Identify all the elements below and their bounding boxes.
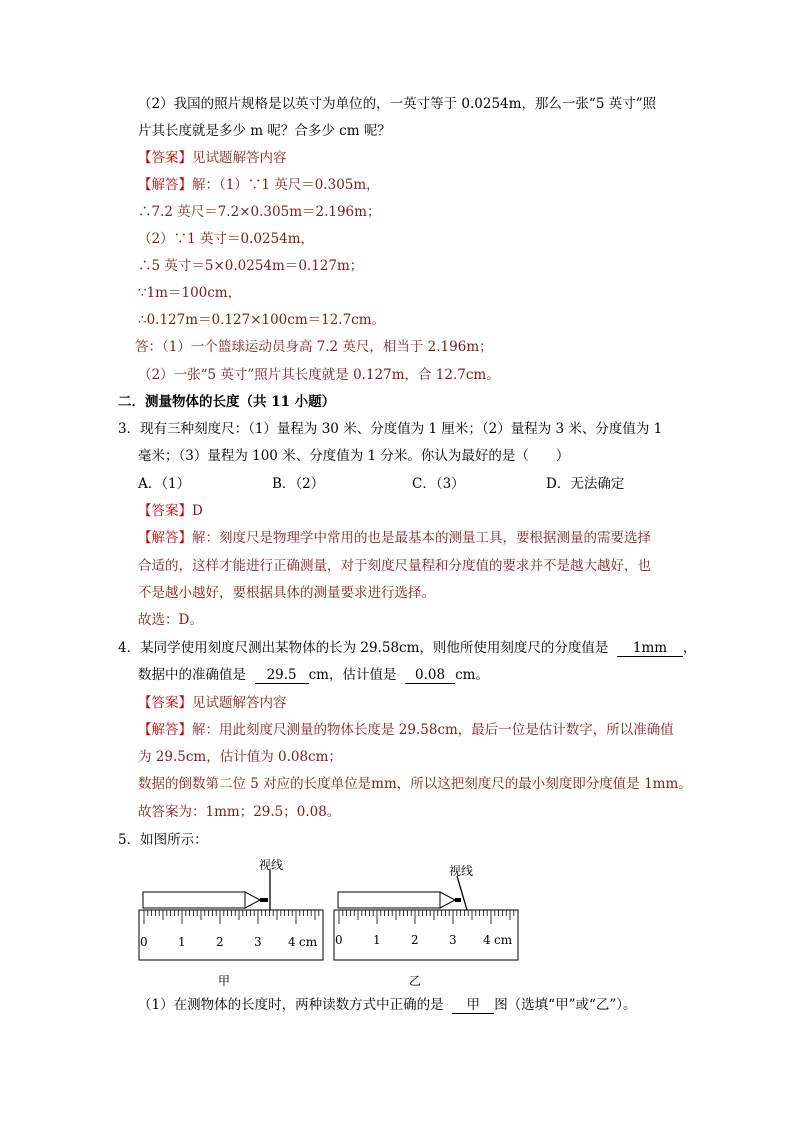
tick-label: 2 bbox=[216, 935, 224, 949]
q2-answer bbox=[138, 148, 287, 168]
ruler-figure-right bbox=[333, 856, 519, 991]
solution-tag: 【解答】 bbox=[138, 177, 192, 193]
q3-option-b: B．（2） bbox=[272, 476, 325, 492]
object-point bbox=[455, 898, 461, 902]
object-point bbox=[260, 898, 268, 902]
answer-text: D bbox=[192, 503, 203, 519]
q2-solution-line: 答：（1）一个篮球运动员身高 7.2 英尺，相当于 2.196m； bbox=[135, 339, 493, 355]
q3-line1: 3．现有三种刻度尺：（1）量程为 30 米、分度值为 1 厘米；（2）量程为 3 米、分度值为 1 bbox=[118, 421, 663, 437]
answer-tag: 【答案】 bbox=[138, 695, 192, 711]
answer-tag: 【答案】 bbox=[138, 503, 192, 519]
q3-solution-line bbox=[138, 528, 651, 548]
tick-label: 0 bbox=[140, 935, 148, 949]
q4-blank-1: 1mm bbox=[617, 640, 683, 657]
q3-conclusion: 故选：D。 bbox=[138, 612, 203, 628]
answer-text: 见试题解答内容 bbox=[192, 695, 287, 711]
q3-option-c: C．（3） bbox=[412, 476, 465, 492]
q4-solution-line bbox=[138, 720, 674, 740]
answer-tag: 【答案】 bbox=[138, 150, 192, 166]
object-tip bbox=[245, 892, 260, 908]
q4-solution-line: 数据的倒数第二位 5 对应的长度单位是mm，所以这把刻度尺的最小刻度即分度值是 1mm。 bbox=[138, 776, 692, 792]
section-title: 二．测量物体的长度（共 11 小题） bbox=[118, 394, 336, 410]
q2-part2-line2: 片其长度就是多少 m 呢？合多少 cm 呢？ bbox=[138, 123, 391, 139]
q3-line2: 毫米；（3）量程为 100 米、分度值为 1 分米。你认为最好的是（ ） bbox=[138, 448, 570, 464]
q3-option-d: D．无法确定 bbox=[546, 476, 625, 492]
q5-text: 图（选填“甲”或“乙”）。 bbox=[494, 997, 637, 1013]
q2-solution-line: （2）∵1 英寸＝0.0254m， bbox=[138, 231, 315, 247]
sight-line bbox=[457, 876, 467, 910]
tick-label: 4 bbox=[288, 935, 296, 949]
q4-text: cm，估计值是 bbox=[308, 667, 397, 683]
q2-solution-line: ∴0.127m＝0.127×100cm＝12.7cm。 bbox=[138, 312, 386, 328]
q2-solution-line: ∴5 英寸＝5×0.0254m＝0.127m； bbox=[138, 258, 364, 274]
q2-solution-line bbox=[138, 175, 380, 195]
solution-tag: 【解答】 bbox=[138, 722, 192, 738]
tick-label: 4 bbox=[483, 933, 491, 947]
figure-caption: 乙 bbox=[409, 974, 422, 988]
q3-solution-line: 合适的，这样才能进行正确测量，对于刻度尺量程和分度值的要求并不是越大越好，也 bbox=[138, 558, 651, 574]
answer-text: 见试题解答内容 bbox=[192, 150, 287, 166]
solution-text: 解：用此刻度尺测量的物体长度是 29.58cm，最后一位是估计数字，所以准确值 bbox=[192, 722, 674, 738]
q4-solution-line: 故答案为：1mm；29.5；0.08。 bbox=[138, 804, 341, 820]
q4-blank-2: 29.5 bbox=[255, 667, 309, 684]
tick-label: 3 bbox=[449, 933, 457, 947]
q4-solution-line: 为 29.5cm，估计值为 0.08cm； bbox=[138, 749, 342, 765]
q4-text: 数据中的准确值是 bbox=[138, 667, 246, 683]
tick-label: 3 bbox=[254, 935, 262, 949]
q2-solution-line: ∵1m＝100cm， bbox=[138, 285, 242, 301]
object-bar bbox=[338, 892, 440, 908]
q5-blank: 甲 bbox=[452, 997, 494, 1014]
q5-sub1 bbox=[138, 995, 637, 1015]
solution-text: 解：刻度尺是物理学中常用的也是最基本的测量工具，要根据测量的需要选择 bbox=[192, 530, 651, 546]
q4-blank-3: 0.08 bbox=[405, 667, 455, 684]
solution-tag: 【解答】 bbox=[138, 530, 192, 546]
q2-solution-line: （2）一张“5 英寸”照片其长度就是 0.127m，合 12.7cm。 bbox=[138, 367, 500, 383]
q4-line2 bbox=[138, 665, 489, 685]
tick-label: 1 bbox=[178, 935, 186, 949]
q3-answer bbox=[138, 501, 203, 521]
tick-label: 1 bbox=[373, 933, 381, 947]
sight-label: 视线 bbox=[449, 864, 474, 878]
q4-text: cm。 bbox=[455, 667, 489, 683]
q4-line1 bbox=[118, 638, 696, 658]
ruler-diagram bbox=[138, 856, 324, 966]
unit-label: cm bbox=[494, 933, 513, 947]
q3-option-a: A．（1） bbox=[138, 476, 191, 492]
solution-text: 解：（1）∵1 英尺＝0.305m， bbox=[192, 177, 380, 193]
ruler-ticks bbox=[339, 910, 514, 924]
q2-part2-line1: （2）我国的照片规格是以英寸为单位的，一英寸等于 0.0254m，那么一张“5 英寸”照 bbox=[138, 96, 657, 112]
object-bar bbox=[143, 892, 245, 908]
ruler-ticks bbox=[144, 910, 319, 924]
q4-text: ， bbox=[682, 640, 697, 656]
ruler-diagram bbox=[333, 856, 519, 966]
q2-solution-line: ∴7.2 英尺＝7.2×0.305m＝2.196m； bbox=[138, 204, 381, 220]
q3-solution-line: 不是越小越好，要根据具体的测量要求进行选择。 bbox=[138, 585, 435, 601]
ruler-figure-left bbox=[138, 856, 324, 991]
unit-label: cm bbox=[299, 935, 318, 949]
q5-text: （1）在测物体的长度时，两种读数方式中正确的是 bbox=[138, 997, 444, 1013]
figure-caption: 甲 bbox=[218, 974, 231, 988]
q4-text: 4．某同学使用刻度尺测出某物体的长为 29.58cm，则他所使用刻度尺的分度值是 bbox=[118, 640, 609, 656]
tick-label: 0 bbox=[335, 933, 343, 947]
q4-answer bbox=[138, 693, 287, 713]
q5-title: 5．如图所示： bbox=[118, 832, 208, 848]
sight-label: 视线 bbox=[259, 858, 284, 872]
tick-label: 2 bbox=[411, 933, 419, 947]
object-tip bbox=[440, 892, 455, 908]
